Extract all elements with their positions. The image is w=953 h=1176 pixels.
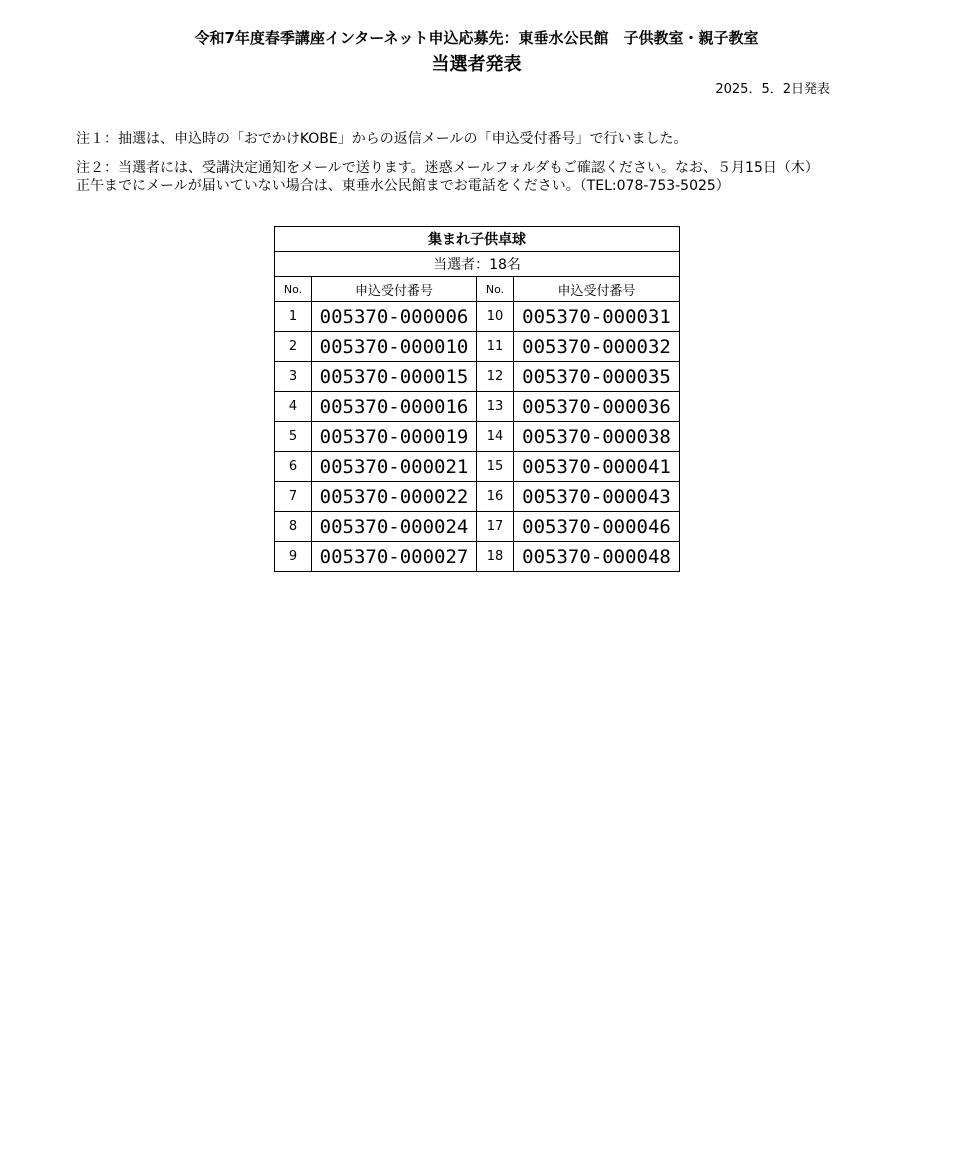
table-row	[275, 482, 680, 512]
row-number: 16	[477, 482, 514, 512]
column-header-code-left: 申込受付番号	[312, 277, 477, 302]
receipt-number: 005370-000024	[312, 512, 477, 542]
note-1: 注１：抽選は、申込時の「おでかけKOBE」からの返信メールの「申込受付番号」で行いました。	[76, 131, 688, 147]
announcement-date: 2025．5．2日発表	[715, 82, 830, 97]
column-header-no-right: No.	[477, 277, 514, 302]
table-row	[275, 392, 680, 422]
row-number: 3	[275, 362, 312, 392]
receipt-number: 005370-000048	[514, 542, 680, 572]
receipt-number: 005370-000036	[514, 392, 680, 422]
receipt-number: 005370-000022	[312, 482, 477, 512]
table-row	[275, 362, 680, 392]
row-number: 9	[275, 542, 312, 572]
row-number: 4	[275, 392, 312, 422]
page-title: 令和7年度春季講座インターネット申込応募先：東垂水公民館 子供教室・親子教室	[194, 29, 759, 47]
table-row	[275, 512, 680, 542]
column-header-code-right: 申込受付番号	[514, 277, 680, 302]
note-2-line-1: 注２：当選者には、受講決定通知をメールで送ります。迷惑メールフォルダもご確認ください。なお、５月15日（木）	[76, 160, 819, 176]
row-number: 13	[477, 392, 514, 422]
table-title: 集まれ子供卓球	[275, 227, 680, 252]
table-row	[275, 332, 680, 362]
row-number: 6	[275, 452, 312, 482]
receipt-number: 005370-000027	[312, 542, 477, 572]
receipt-number: 005370-000041	[514, 452, 680, 482]
column-header-no-left: No.	[275, 277, 312, 302]
receipt-number: 005370-000032	[514, 332, 680, 362]
row-number: 14	[477, 422, 514, 452]
row-number: 8	[275, 512, 312, 542]
receipt-number: 005370-000038	[514, 422, 680, 452]
table-row	[275, 452, 680, 482]
receipt-number: 005370-000015	[312, 362, 477, 392]
row-number: 7	[275, 482, 312, 512]
table-row	[275, 422, 680, 452]
note-2-line-2: 正午までにメールが届いていない場合は、東垂水公民館までお電話をください。（TEL:078-753-5025）	[76, 178, 730, 194]
receipt-number: 005370-000006	[312, 302, 477, 332]
receipt-number: 005370-000031	[514, 302, 680, 332]
receipt-number: 005370-000016	[312, 392, 477, 422]
receipt-number: 005370-000021	[312, 452, 477, 482]
row-number: 1	[275, 302, 312, 332]
row-number: 12	[477, 362, 514, 392]
note-2	[76, 159, 876, 195]
table-row	[275, 302, 680, 332]
row-number: 18	[477, 542, 514, 572]
receipt-number: 005370-000043	[514, 482, 680, 512]
row-number: 10	[477, 302, 514, 332]
row-number: 11	[477, 332, 514, 362]
row-number: 2	[275, 332, 312, 362]
receipt-number: 005370-000046	[514, 512, 680, 542]
receipt-number: 005370-000019	[312, 422, 477, 452]
row-number: 5	[275, 422, 312, 452]
row-number: 17	[477, 512, 514, 542]
receipt-number: 005370-000035	[514, 362, 680, 392]
page-subtitle: 当選者発表	[431, 54, 522, 75]
winner-count: 当選者：18名	[275, 252, 680, 277]
receipt-number: 005370-000010	[312, 332, 477, 362]
row-number: 15	[477, 452, 514, 482]
winners-table	[274, 226, 680, 572]
table-row	[275, 542, 680, 572]
